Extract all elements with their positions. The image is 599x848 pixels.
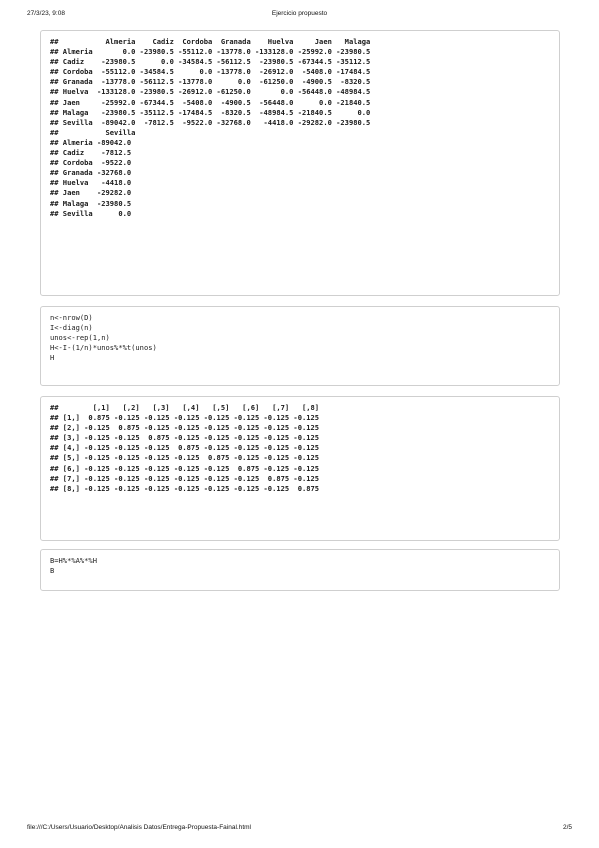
centering-code-text: n<-nrow(D) I<-diag(n) unos<-rep(1,n) H<-I-(1/n)*unos%*%t(unos) H — [50, 313, 157, 363]
b-matrix-code — [40, 549, 560, 591]
file-path: file:///C:/Users/Usuario/Desktop/Analisis Datos/Entrega-Propuesta-Fainal.html — [27, 824, 251, 831]
print-header — [27, 10, 572, 22]
distance-matrix-output — [40, 30, 560, 296]
distance-matrix-text: ## Almeria Cadiz Cordoba Granada Huelva Jaen Malaga ## Almeria 0.0 -23980.5 -55112.0 -13778.0 -133128.0 -25992.0 -23980.5 ## Cadiz -23980.5 0.0 -34584.5 -56112.5 -23980.5 -67344.5 -35112.5 ## Cordoba -55112.0 -34584.5 0.0 -13778.0 -26912.0 -5408.0 -17484.5 ## Granada -13778.0 -56112.5 -13778.0 0.0 -61250.0 -4900.5 -8320.5 ## Huelva -133128.0 -23980.5 -26912.0 -61250.0 0.0 -56448.0 -48984.5 ## Jaen -25992.0 -67344.5 -5408.0 -4900.5 -56448.0 0.0 -21840.5 ## Malaga -23980.5 -35112.5 -17484.5 -8320.5 -48984.5 -21840.5 0.0 ## Sevilla -89042.0 -7812.5 -9522.0 -32768.0 -4418.0 -29282.0 -23980.5 ## Sevilla ## Almeria -89042.0 ## Cadiz -7812.5 ## Cordoba -9522.0 ## Granada -32768.0 ## Huelva -4418.0 ## Jaen -29282.0 ## Malaga -23980.5 ## Sevilla 0.0 — [50, 37, 371, 218]
h-matrix-text: ## [,1] [,2] [,3] [,4] [,5] [,6] [,7] [,8] ## [1,] 0.875 -0.125 -0.125 -0.125 -0.125 -0.125 -0.125 -0.125 ## [2,] -0.125 0.875 -0.125 -0.125 -0.125 -0.125 -0.125 -0.125 ## [3,] -0.125 -0.125 0.875 -0.125 -0.125 -0.125 -0.125 -0.125 ## [4,] -0.125 -0.125 -0.125 0.875 -0.125 -0.125 -0.125 -0.125 ## [5,] -0.125 -0.125 -0.125 -0.125 0.875 -0.125 -0.125 -0.125 ## [6,] -0.125 -0.125 -0.125 -0.125 -0.125 0.875 -0.125 -0.125 ## [7,] -0.125 -0.125 -0.125 -0.125 -0.125 -0.125 0.875 -0.125 ## [8,] -0.125 -0.125 -0.125 -0.125 -0.125 -0.125 -0.125 0.875 — [50, 403, 320, 493]
page-number: 2/5 — [562, 824, 572, 831]
print-date: 27/3/23, 9:08 — [27, 10, 65, 17]
h-matrix-output — [40, 396, 560, 541]
b-matrix-code-text: B=H%*%A%*%H B — [50, 556, 97, 576]
centering-matrix-code — [40, 306, 560, 386]
print-footer — [27, 824, 572, 836]
document-title: Ejercicio propuesto — [271, 10, 328, 17]
